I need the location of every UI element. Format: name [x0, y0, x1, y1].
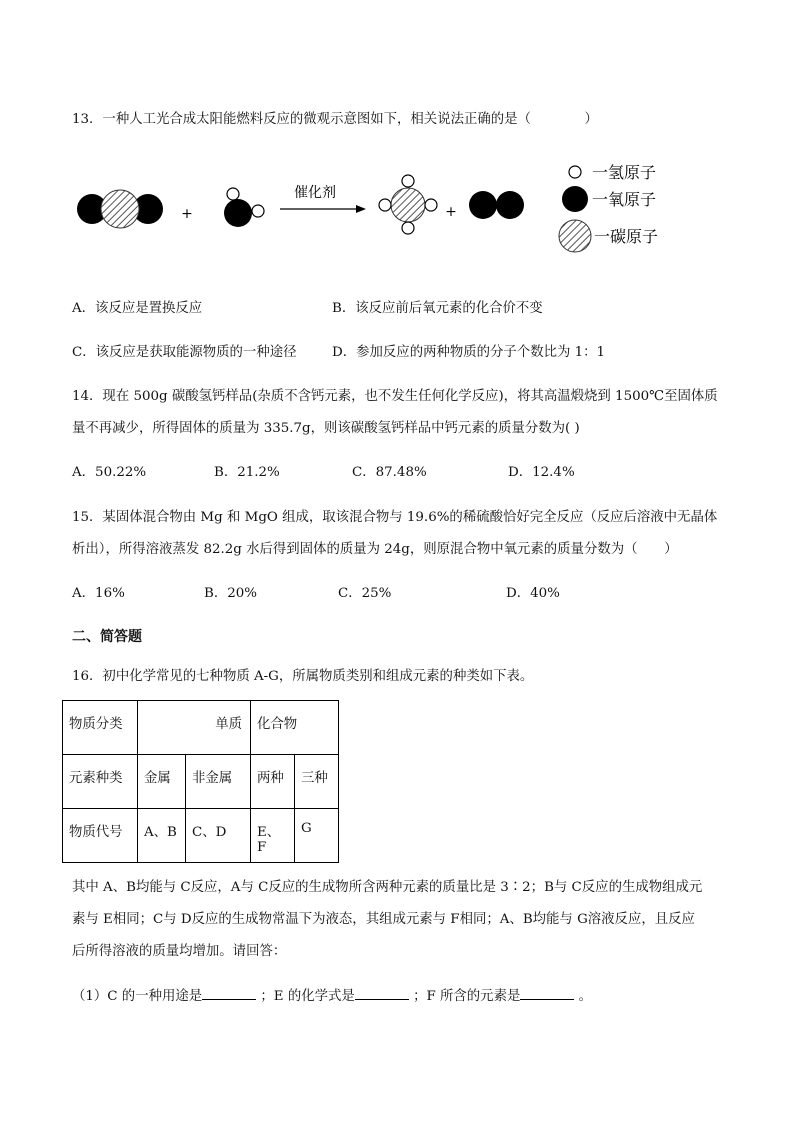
table-cell: E、F	[251, 809, 295, 863]
legend-hydrogen: 一氢原子	[592, 163, 657, 182]
q13-option-b: B．该反应前后氧元素的化合价不变	[332, 301, 543, 316]
hydrogen-atom	[402, 175, 414, 187]
q14-option-b: B．21.2%	[214, 465, 280, 480]
section-heading: 二、简答题	[72, 629, 142, 645]
q15-line2: 析出），所得溶液蒸发 82.2g 水后得到固体的质量为 24g，则原混合物中氧元素的质量分数为（ ）	[72, 542, 678, 557]
carbon-atom	[101, 190, 139, 228]
q15-option-a: A．16%	[72, 586, 125, 601]
table-cell: 两种	[251, 755, 295, 809]
carbon-dioxide-molecule	[77, 190, 163, 228]
carbon-legend-icon	[559, 220, 591, 252]
arrow-head-icon	[356, 205, 366, 213]
q15-option-d: D．40%	[506, 586, 560, 601]
q16-sub1-part-c: ；F 所含的元素是	[413, 989, 521, 1004]
table-row	[63, 701, 339, 755]
q13-option-a: A．该反应是置换反应	[72, 301, 203, 316]
table-cell: A、B	[138, 809, 186, 863]
q14-line1: 14．现在 500g 碳酸氢钙样品(杂质不含钙元素，也不发生任何化学反应)，将其高温煅烧到 1500℃至固体质	[72, 389, 718, 404]
legend	[559, 163, 658, 252]
water-molecule	[224, 188, 264, 227]
hydrogen-atom	[402, 222, 414, 234]
table-cell: 三种	[295, 755, 339, 809]
methane-molecule	[379, 175, 437, 234]
table-row	[63, 809, 339, 863]
table-cell: 非金属	[186, 755, 251, 809]
carbon-atom	[391, 188, 425, 222]
q13-stem: 13．一种人工光合成太阳能燃料反应的微观示意图如下，相关说法正确的是（ ）	[72, 112, 598, 127]
oxygen-atom	[496, 191, 524, 219]
plus-sign-1: +	[181, 206, 193, 222]
plus-sign-2: +	[445, 204, 457, 220]
answer-blank-1[interactable]	[202, 987, 256, 1000]
catalyst-label: 催化剂	[294, 185, 336, 201]
table-cell: 物质代号	[63, 809, 138, 863]
q16-sub1-end: 。	[578, 989, 593, 1004]
oxygen-molecule	[469, 191, 524, 219]
legend-carbon: 一碳原子	[594, 227, 659, 246]
table-cell: 元素种类	[63, 755, 138, 809]
hydrogen-legend-icon	[569, 166, 581, 178]
table-cell: 金属	[138, 755, 186, 809]
hydrogen-atom	[227, 188, 239, 200]
table-cell: C、D	[186, 809, 251, 863]
table-cell: G	[295, 809, 339, 863]
q13-option-c: C．该反应是获取能源物质的一种途径	[72, 345, 297, 360]
q13-option-d: D．参加反应的两种物质的分子个数比为 1：1	[332, 345, 606, 360]
table-cell: 单质	[138, 701, 251, 755]
hydrogen-atom	[379, 199, 391, 211]
q16-intro: 16．初中化学常见的七种物质 A-G，所属物质类别和组成元素的种类如下表。	[72, 669, 534, 684]
hydrogen-atom	[252, 205, 264, 217]
table-cell: 化合物	[251, 701, 339, 755]
answer-blank-2[interactable]	[355, 987, 409, 1000]
table-cell: 物质分类	[63, 701, 138, 755]
substance-table	[62, 700, 339, 863]
q14-line2: 量不再减少，所得固体的质量为 335.7g，则该碳酸氢钙样品中钙元素的质量分数为( )	[72, 421, 580, 436]
q15-line1: 15．某固体混合物由 Mg 和 MgO 组成，取该混合物与 19.6%的稀硫酸恰好完全反应（反应后溶液中无晶体	[72, 510, 718, 525]
q16-text-line3: 后所得溶液的质量均增加。请回答：	[72, 944, 287, 959]
oxygen-atom	[469, 191, 497, 219]
q15-option-b: B．20%	[204, 586, 257, 601]
oxygen-legend-icon	[562, 186, 588, 212]
table-row	[63, 755, 339, 809]
q16-text-line2: 素与 E相同；C与 D反应的生成物常温下为液态，其组成元素与 F相同；A、B均能与 G溶液反应，且反应	[72, 912, 695, 927]
oxygen-atom	[224, 199, 252, 227]
legend-oxygen: 一氧原子	[592, 190, 657, 209]
q14-option-c: C．87.48%	[352, 465, 427, 480]
reaction-diagram	[70, 160, 710, 270]
q14-option-d: D．12.4%	[508, 465, 575, 480]
q16-sub1-part-a: （1）C 的一种用途是	[72, 989, 203, 1004]
q15-option-c: C．25%	[338, 586, 392, 601]
q16-sub1-part-b: ；E 的化学式是	[260, 989, 355, 1004]
q16-sub1	[72, 985, 592, 1004]
hydrogen-atom	[425, 199, 437, 211]
answer-blank-3[interactable]	[520, 987, 574, 1000]
q16-text-line1: 其中 A、B均能与 C反应，A与 C反应的生成物所含两种元素的质量比是 3∶2；B与 C反应的生成物组成元	[72, 880, 703, 895]
q14-option-a: A．50.22%	[72, 465, 147, 480]
